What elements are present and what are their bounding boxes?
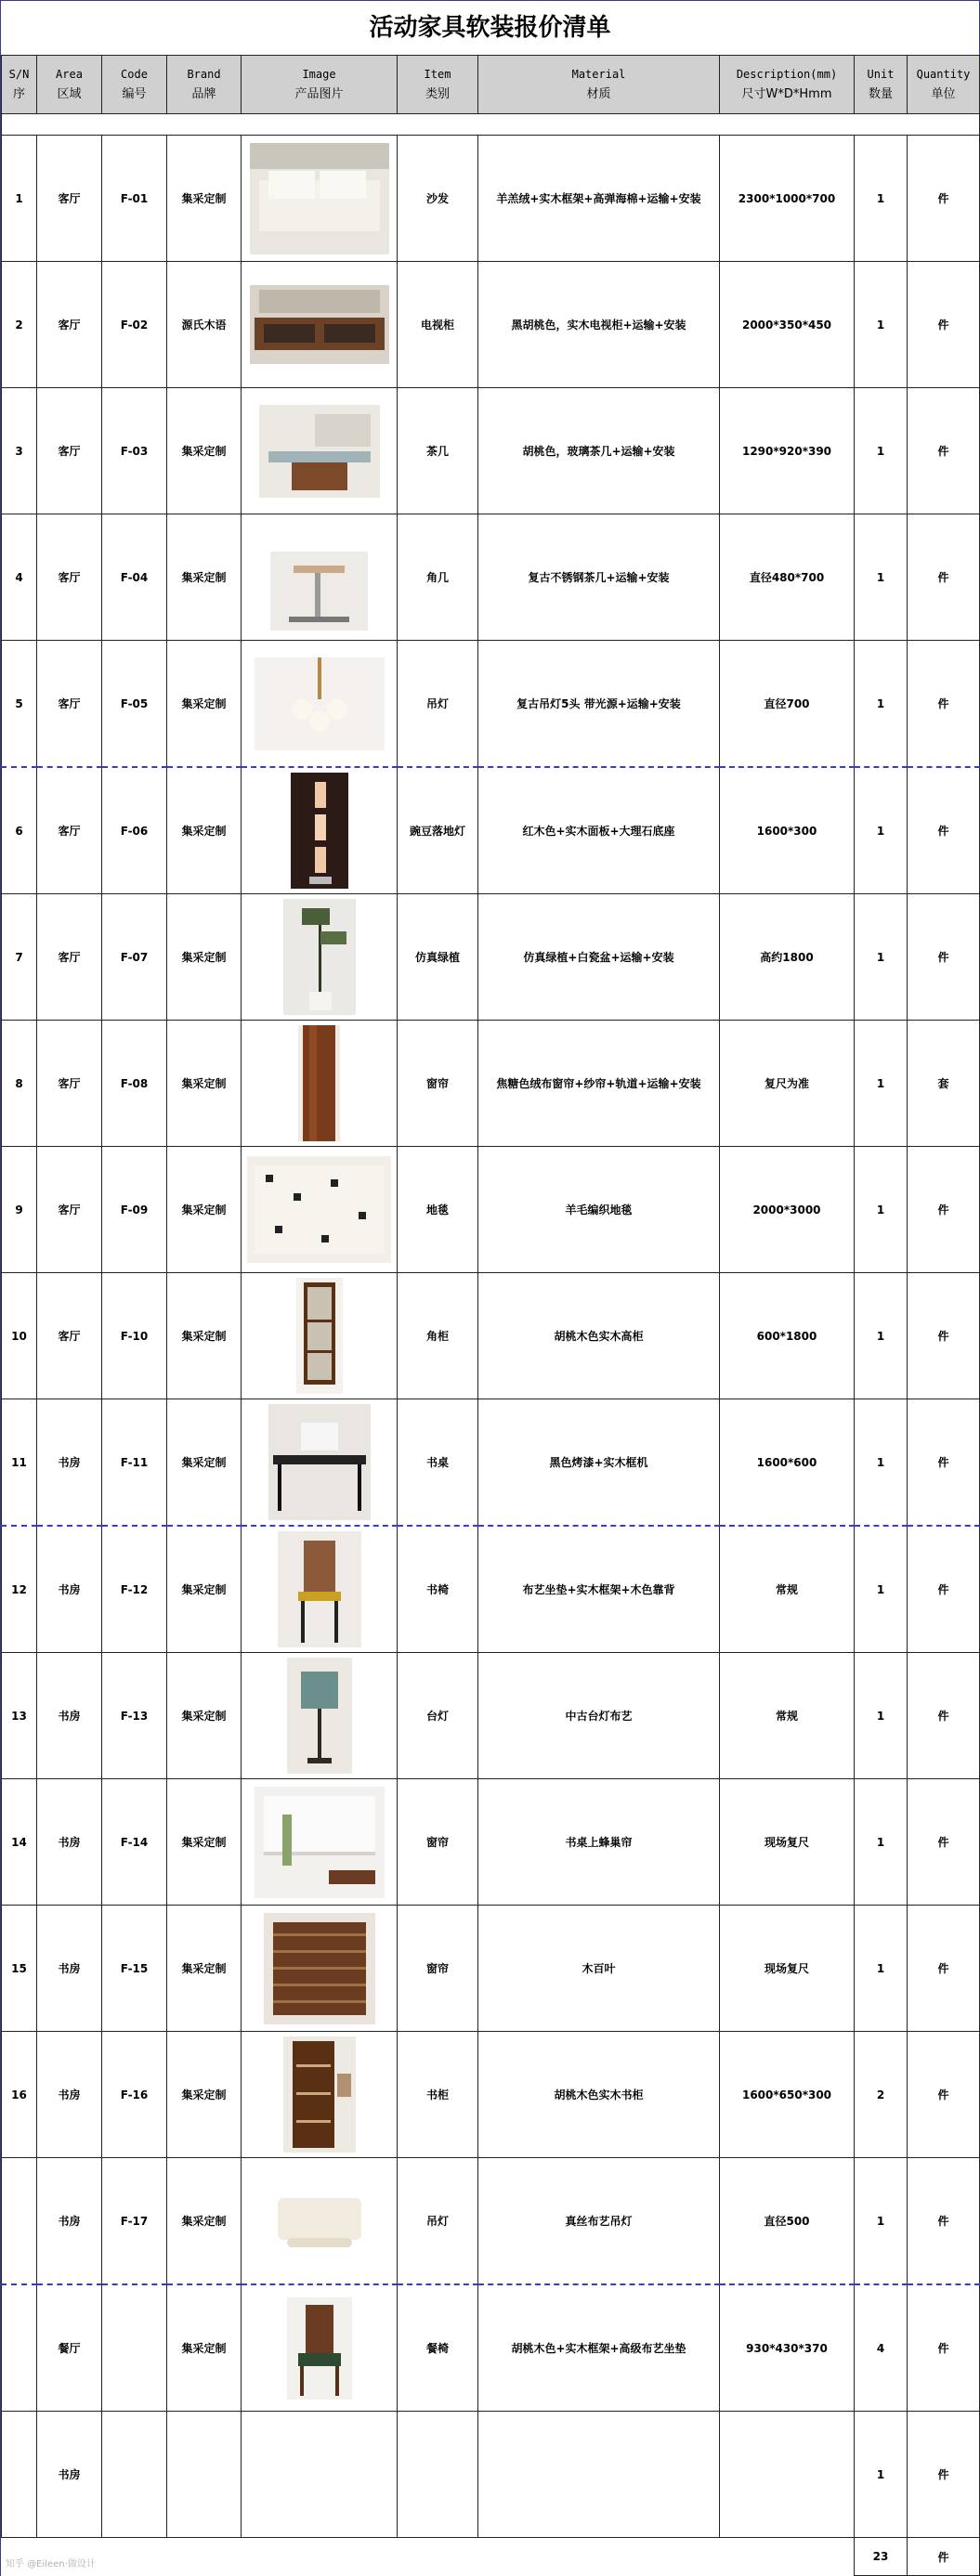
cell-item: 窗帘	[398, 1906, 478, 2032]
cell-code: F-06	[102, 767, 167, 894]
cell-size: 1600*650*300	[720, 2032, 855, 2158]
cell-area: 书房	[37, 1906, 102, 2032]
cell-sn	[2, 2412, 37, 2538]
cell-code: F-05	[102, 641, 167, 768]
cell-code: F-13	[102, 1653, 167, 1779]
cell-material: 真丝布艺吊灯	[478, 2158, 720, 2285]
cell-qty: 件	[908, 388, 980, 514]
cell-code: F-08	[102, 1021, 167, 1147]
cell-sn: 11	[2, 1399, 37, 1527]
cell-sn	[2, 2284, 37, 2412]
product-image-cell	[242, 136, 398, 262]
column-header	[478, 56, 720, 114]
cell-code: F-11	[102, 1399, 167, 1527]
table-row	[2, 514, 980, 641]
cell-material: 羊毛编织地毯	[478, 1147, 720, 1273]
cell-brand: 集采定制	[167, 1399, 242, 1527]
cell-area: 书房	[37, 1779, 102, 1906]
column-header-zh: 类别	[425, 87, 450, 101]
cell-area: 餐厅	[37, 2284, 102, 2412]
table-row	[2, 767, 980, 894]
cell-size: 现场复尺	[720, 1779, 855, 1906]
cell-brand: 集采定制	[167, 1273, 242, 1399]
cell-brand: 集采定制	[167, 514, 242, 641]
display-cabinet-icon	[296, 1278, 343, 1394]
total-unit: 23	[855, 2538, 908, 2576]
cell-sn: 16	[2, 2032, 37, 2158]
table-row	[2, 2284, 980, 2412]
cell-qty: 件	[908, 2284, 980, 2412]
column-header-zh: 产品图片	[294, 87, 344, 101]
column-header-en: Quantity	[916, 68, 971, 81]
cell-qty: 件	[908, 1273, 980, 1399]
cell-unit: 1	[855, 388, 908, 514]
table-row	[2, 894, 980, 1021]
product-image-cell	[242, 641, 398, 768]
tv-cabinet-icon	[250, 285, 389, 364]
cell-code: F-16	[102, 2032, 167, 2158]
cell-size: 2000*3000	[720, 1147, 855, 1273]
coffee-table-icon	[259, 405, 380, 498]
column-header-en: S/N	[8, 68, 30, 81]
cell-qty: 件	[908, 1906, 980, 2032]
column-header	[167, 56, 242, 114]
product-image-cell	[242, 1526, 398, 1653]
cell-sn: 7	[2, 894, 37, 1021]
cell-item	[398, 2412, 478, 2538]
cell-code: F-10	[102, 1273, 167, 1399]
sheet-title: 活动家具软装报价清单	[1, 0, 979, 55]
cell-unit: 1	[855, 894, 908, 1021]
cell-item: 地毯	[398, 1147, 478, 1273]
cell-brand: 集采定制	[167, 2032, 242, 2158]
cell-area: 客厅	[37, 894, 102, 1021]
cell-qty: 件	[908, 1779, 980, 1906]
table-row	[2, 1273, 980, 1399]
empty-cell	[720, 2538, 855, 2576]
product-image-cell	[242, 1399, 398, 1527]
empty-cell	[167, 2538, 242, 2576]
cell-material: 书桌上蜂巢帘	[478, 1779, 720, 1906]
cell-item: 书柜	[398, 2032, 478, 2158]
floor-lamp-icon	[291, 773, 348, 889]
cell-item: 书桌	[398, 1399, 478, 1527]
cell-brand: 集采定制	[167, 767, 242, 894]
cell-item: 窗帘	[398, 1779, 478, 1906]
column-header-zh: 编号	[122, 87, 147, 101]
product-image-cell	[242, 767, 398, 894]
cell-brand: 集采定制	[167, 2158, 242, 2285]
cell-size: 930*430*370	[720, 2284, 855, 2412]
cell-code: F-01	[102, 136, 167, 262]
table-row	[2, 388, 980, 514]
cell-sn	[2, 2158, 37, 2285]
cell-size: 现场复尺	[720, 1906, 855, 2032]
cell-size: 常规	[720, 1526, 855, 1653]
cell-qty: 件	[908, 136, 980, 262]
cell-qty: 件	[908, 641, 980, 768]
cell-area: 书房	[37, 1653, 102, 1779]
cell-qty: 件	[908, 1653, 980, 1779]
cell-qty: 件	[908, 1526, 980, 1653]
cell-qty: 件	[908, 2032, 980, 2158]
cell-unit: 1	[855, 2412, 908, 2538]
cell-size: 高约1800	[720, 894, 855, 1021]
cell-size: 常规	[720, 1653, 855, 1779]
total-row	[2, 2538, 980, 2576]
cell-area: 客厅	[37, 1147, 102, 1273]
cell-qty: 件	[908, 1147, 980, 1273]
cell-unit: 2	[855, 2032, 908, 2158]
product-image-cell	[242, 1906, 398, 2032]
cell-area: 客厅	[37, 767, 102, 894]
cell-unit: 1	[855, 1653, 908, 1779]
cell-material: 红木色+实木面板+大理石底座	[478, 767, 720, 894]
cell-brand: 集采定制	[167, 388, 242, 514]
cell-unit: 4	[855, 2284, 908, 2412]
column-header	[720, 56, 855, 114]
cell-unit: 1	[855, 514, 908, 641]
cell-material: 黑胡桃色，实木电视柜+运输+安装	[478, 262, 720, 388]
cell-brand: 集采定制	[167, 641, 242, 768]
cell-area: 书房	[37, 2412, 102, 2538]
cell-area: 客厅	[37, 514, 102, 641]
column-header-en: Description(mm)	[736, 68, 838, 81]
table-row	[2, 2032, 980, 2158]
cell-material	[478, 2412, 720, 2538]
watermark-note: 知乎 @Eileen·做设计	[6, 2559, 96, 2569]
table-row	[2, 1653, 980, 1779]
cell-item: 吊灯	[398, 641, 478, 768]
desk-icon	[268, 1404, 371, 1520]
column-header	[242, 56, 398, 114]
cell-material: 复古吊灯5头 带光源+运输+安装	[478, 641, 720, 768]
sofa-icon	[250, 143, 389, 254]
product-image-cell	[242, 894, 398, 1021]
cell-size: 1290*920*390	[720, 388, 855, 514]
cell-qty: 件	[908, 1399, 980, 1527]
fabric-pendant-icon	[264, 2184, 375, 2258]
cell-unit: 1	[855, 1526, 908, 1653]
column-header-zh: 序	[12, 87, 25, 101]
column-header-zh: 尺寸W*D*Hmm	[741, 87, 832, 101]
cell-qty: 件	[908, 767, 980, 894]
cell-unit: 1	[855, 767, 908, 894]
product-image-cell	[242, 2412, 398, 2538]
cell-size: 直径480*700	[720, 514, 855, 641]
table-row	[2, 641, 980, 768]
cell-material: 黑色烤漆+实木框机	[478, 1399, 720, 1527]
empty-cell	[102, 2538, 167, 2576]
cell-area: 书房	[37, 1399, 102, 1527]
cell-sn: 12	[2, 1526, 37, 1653]
cell-sn: 2	[2, 262, 37, 388]
cell-material: 仿真绿植+白瓷盆+运输+安装	[478, 894, 720, 1021]
cell-unit: 1	[855, 1906, 908, 2032]
column-header-en: Material	[571, 68, 626, 81]
cell-sn: 13	[2, 1653, 37, 1779]
quotation-table	[1, 55, 980, 2576]
total-qty: 件	[908, 2538, 980, 2576]
cell-qty: 件	[908, 894, 980, 1021]
column-header	[2, 56, 37, 114]
cell-unit: 1	[855, 2158, 908, 2285]
column-header-zh: 材质	[586, 87, 611, 101]
product-image-cell	[242, 262, 398, 388]
cell-code: F-02	[102, 262, 167, 388]
column-header	[398, 56, 478, 114]
cell-size: 复尺为准	[720, 1021, 855, 1147]
column-header	[37, 56, 102, 114]
column-header-en: Brand	[187, 68, 221, 81]
cell-code: F-15	[102, 1906, 167, 2032]
cell-code	[102, 2412, 167, 2538]
cell-area: 客厅	[37, 1273, 102, 1399]
cell-item: 书椅	[398, 1526, 478, 1653]
cell-qty: 件	[908, 2158, 980, 2285]
cell-material: 胡桃木色实木书柜	[478, 2032, 720, 2158]
cell-sn: 3	[2, 388, 37, 514]
rug-icon	[247, 1156, 391, 1263]
cell-material: 焦糖色绒布窗帘+纱帘+轨道+运输+安装	[478, 1021, 720, 1147]
curtain-icon	[298, 1025, 340, 1141]
header-row	[2, 56, 980, 114]
product-image-cell	[242, 2158, 398, 2285]
cell-qty: 件	[908, 514, 980, 641]
cell-sn: 6	[2, 767, 37, 894]
cell-brand: 源氏木语	[167, 262, 242, 388]
cell-code: F-14	[102, 1779, 167, 1906]
cell-size: 2000*350*450	[720, 262, 855, 388]
table-row	[2, 1526, 980, 1653]
pendant-lamp-icon	[255, 657, 385, 750]
cell-sn: 4	[2, 514, 37, 641]
column-header	[908, 56, 980, 114]
column-header-en: Image	[302, 68, 336, 81]
cell-brand	[167, 2412, 242, 2538]
cell-size: 2300*1000*700	[720, 136, 855, 262]
table-row	[2, 1399, 980, 1527]
cell-material: 木百叶	[478, 1906, 720, 2032]
cell-material: 复古不锈钢茶几+运输+安装	[478, 514, 720, 641]
cell-item: 餐椅	[398, 2284, 478, 2412]
product-image-cell	[242, 1021, 398, 1147]
cell-size: 直径700	[720, 641, 855, 768]
cell-code	[102, 2284, 167, 2412]
wood-blinds-icon	[264, 1913, 375, 2024]
product-image-cell	[242, 1273, 398, 1399]
cell-material: 中古台灯布艺	[478, 1653, 720, 1779]
cell-area: 客厅	[37, 262, 102, 388]
column-header-en: Unit	[867, 68, 895, 81]
cell-brand: 集采定制	[167, 1906, 242, 2032]
cell-brand: 集采定制	[167, 1653, 242, 1779]
cell-brand: 集采定制	[167, 1147, 242, 1273]
empty-cell	[478, 2538, 720, 2576]
table-row	[2, 262, 980, 388]
cell-item: 茶几	[398, 388, 478, 514]
cell-size: 600*1800	[720, 1273, 855, 1399]
cell-size: 1600*600	[720, 1399, 855, 1527]
cell-material: 胡桃木色实木高柜	[478, 1273, 720, 1399]
column-header-zh: 品牌	[191, 87, 216, 101]
cell-material: 羊羔绒+实木框架+高弹海棉+运输+安装	[478, 136, 720, 262]
column-header-zh: 数量	[868, 87, 893, 101]
column-header-en: Code	[121, 68, 148, 81]
cell-sn: 9	[2, 1147, 37, 1273]
product-image-cell	[242, 1779, 398, 1906]
cell-qty: 件	[908, 262, 980, 388]
product-image-cell	[242, 1147, 398, 1273]
cell-sn: 8	[2, 1021, 37, 1147]
cell-qty: 件	[908, 2412, 980, 2538]
cell-area: 客厅	[37, 1021, 102, 1147]
cell-sn: 5	[2, 641, 37, 768]
cell-item: 沙发	[398, 136, 478, 262]
table-row	[2, 2412, 980, 2538]
cell-item: 豌豆落地灯	[398, 767, 478, 894]
cell-area: 书房	[37, 2032, 102, 2158]
cell-material: 布艺坐垫+实木框架+木色靠背	[478, 1526, 720, 1653]
dining-chair-icon	[287, 2297, 352, 2400]
column-header-zh: 区域	[57, 87, 82, 101]
cell-sn: 15	[2, 1906, 37, 2032]
cell-code: F-07	[102, 894, 167, 1021]
chair-icon	[278, 1531, 361, 1647]
cell-unit: 1	[855, 1779, 908, 1906]
cell-material: 胡桃色，玻璃茶几+运输+安装	[478, 388, 720, 514]
product-image-cell	[242, 514, 398, 641]
column-header	[102, 56, 167, 114]
table-row	[2, 1779, 980, 1906]
cell-unit: 1	[855, 1399, 908, 1527]
cell-brand: 集采定制	[167, 894, 242, 1021]
plant-icon	[283, 899, 356, 1015]
empty-cell	[398, 2538, 478, 2576]
table-row	[2, 1147, 980, 1273]
cell-item: 角几	[398, 514, 478, 641]
spacer-cell	[2, 114, 980, 136]
product-image-cell	[242, 2284, 398, 2412]
cell-code: F-04	[102, 514, 167, 641]
cell-unit: 1	[855, 136, 908, 262]
cell-item: 仿真绿植	[398, 894, 478, 1021]
empty-cell	[242, 2538, 398, 2576]
cell-area: 客厅	[37, 136, 102, 262]
table-row	[2, 1021, 980, 1147]
cell-code: F-03	[102, 388, 167, 514]
cell-qty: 套	[908, 1021, 980, 1147]
cell-area: 客厅	[37, 641, 102, 768]
column-header-en: Item	[424, 68, 451, 81]
cell-item: 电视柜	[398, 262, 478, 388]
table-row	[2, 1906, 980, 2032]
cell-sn: 1	[2, 136, 37, 262]
cell-size: 1600*300	[720, 767, 855, 894]
cell-area: 书房	[37, 1526, 102, 1653]
cell-item: 吊灯	[398, 2158, 478, 2285]
cell-size: 直径500	[720, 2158, 855, 2285]
product-image-cell	[242, 388, 398, 514]
cell-brand: 集采定制	[167, 1779, 242, 1906]
cell-unit: 1	[855, 1273, 908, 1399]
cell-size	[720, 2412, 855, 2538]
blinds-icon	[255, 1787, 385, 1898]
cell-code: F-09	[102, 1147, 167, 1273]
product-image-cell	[242, 1653, 398, 1779]
cell-brand: 集采定制	[167, 1526, 242, 1653]
cell-material: 胡桃木色+实木框架+高级布艺坐垫	[478, 2284, 720, 2412]
cell-unit: 1	[855, 262, 908, 388]
cell-sn: 10	[2, 1273, 37, 1399]
cell-unit: 1	[855, 641, 908, 768]
cell-code: F-12	[102, 1526, 167, 1653]
side-table-icon	[270, 524, 368, 631]
cell-item: 台灯	[398, 1653, 478, 1779]
cell-sn: 14	[2, 1779, 37, 1906]
cell-item: 窗帘	[398, 1021, 478, 1147]
table-row	[2, 2158, 980, 2285]
column-header-zh: 单位	[931, 87, 956, 101]
cell-unit: 1	[855, 1147, 908, 1273]
bookshelf-icon	[283, 2036, 356, 2153]
table-body	[2, 114, 980, 2576]
cell-area: 客厅	[37, 388, 102, 514]
cell-brand: 集采定制	[167, 2284, 242, 2412]
cell-unit: 1	[855, 1021, 908, 1147]
cell-area: 书房	[37, 2158, 102, 2285]
column-header	[855, 56, 908, 114]
product-image-cell	[242, 2032, 398, 2158]
column-header-en: Area	[56, 68, 83, 81]
cell-brand: 集采定制	[167, 136, 242, 262]
table-lamp-icon	[287, 1658, 352, 1774]
cell-item: 角柜	[398, 1273, 478, 1399]
spacer-row	[2, 114, 980, 136]
cell-brand: 集采定制	[167, 1021, 242, 1147]
cell-code: F-17	[102, 2158, 167, 2285]
table-row	[2, 136, 980, 262]
